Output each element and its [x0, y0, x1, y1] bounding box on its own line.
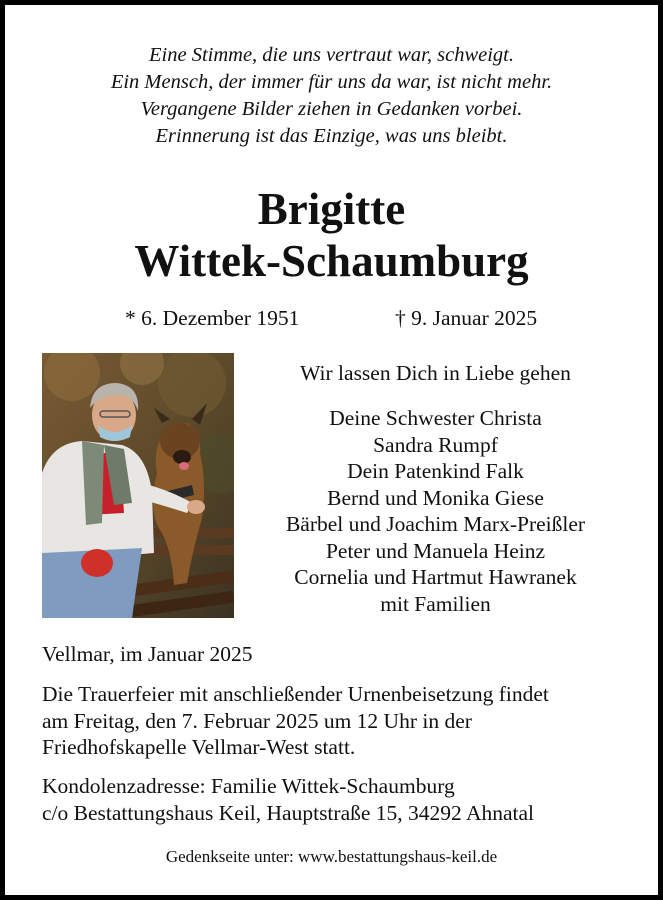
mourner: Sandra Rumpf: [373, 432, 498, 457]
portrait-photo-illustration: [42, 353, 234, 618]
mourner: Bernd und Monika Giese: [327, 485, 544, 510]
condolence-address: [42, 773, 534, 826]
mourner: Bärbel und Joachim Marx-Preißler: [285, 512, 586, 536]
service-info: [42, 681, 549, 761]
service-line: am Freitag, den 7. Februar 2025 um 12 Uhr in der: [42, 708, 472, 733]
mourner: mit Familien: [380, 591, 491, 616]
memorial-website: Gedenkseite unter: www.bestattungshaus-keil.de: [165, 847, 498, 866]
place-date: Vellmar, im Januar 2025: [42, 642, 253, 666]
condolence-line: Kondolenzadresse: Familie Wittek-Schaumburg: [42, 774, 455, 798]
poem-line: Erinnerung ist das Einzige, was uns bleibt.: [155, 125, 508, 147]
mourner: Deine Schwester Christa: [329, 406, 542, 430]
deceased-name: [5, 183, 658, 287]
mourners-list: [263, 405, 608, 617]
mourner: Cornelia und Hartmut Hawranek: [294, 565, 577, 589]
poem-line: Vergangene Bilder ziehen in Gedanken vorbei.: [140, 98, 523, 120]
last-name: Wittek-Schaumburg: [134, 236, 529, 286]
service-line: Die Trauerfeier mit anschließender Urnenbeisetzung findet: [42, 682, 549, 706]
poem-line: Eine Stimme, die uns vertraut war, schweigt.: [149, 44, 514, 66]
mourner: Dein Patenkind Falk: [347, 459, 524, 483]
first-name: Brigitte: [257, 184, 406, 234]
mourner: Peter und Manuela Heinz: [325, 538, 546, 563]
service-line: Friedhofskapelle Vellmar-West statt.: [42, 735, 356, 759]
condolence-line: c/o Bestattungshaus Keil, Hauptstraße 15, 34292 Ahnatal: [42, 800, 535, 825]
birth-date: * 6. Dezember 1951: [125, 306, 300, 330]
portrait-photo: [42, 353, 234, 618]
farewell-line: Wir lassen Dich in Liebe gehen: [300, 361, 571, 385]
poem: [5, 42, 658, 150]
death-date: † 9. Januar 2025: [395, 306, 538, 330]
poem-line: Ein Mensch, der immer für uns da war, ist nicht mehr.: [110, 71, 553, 93]
